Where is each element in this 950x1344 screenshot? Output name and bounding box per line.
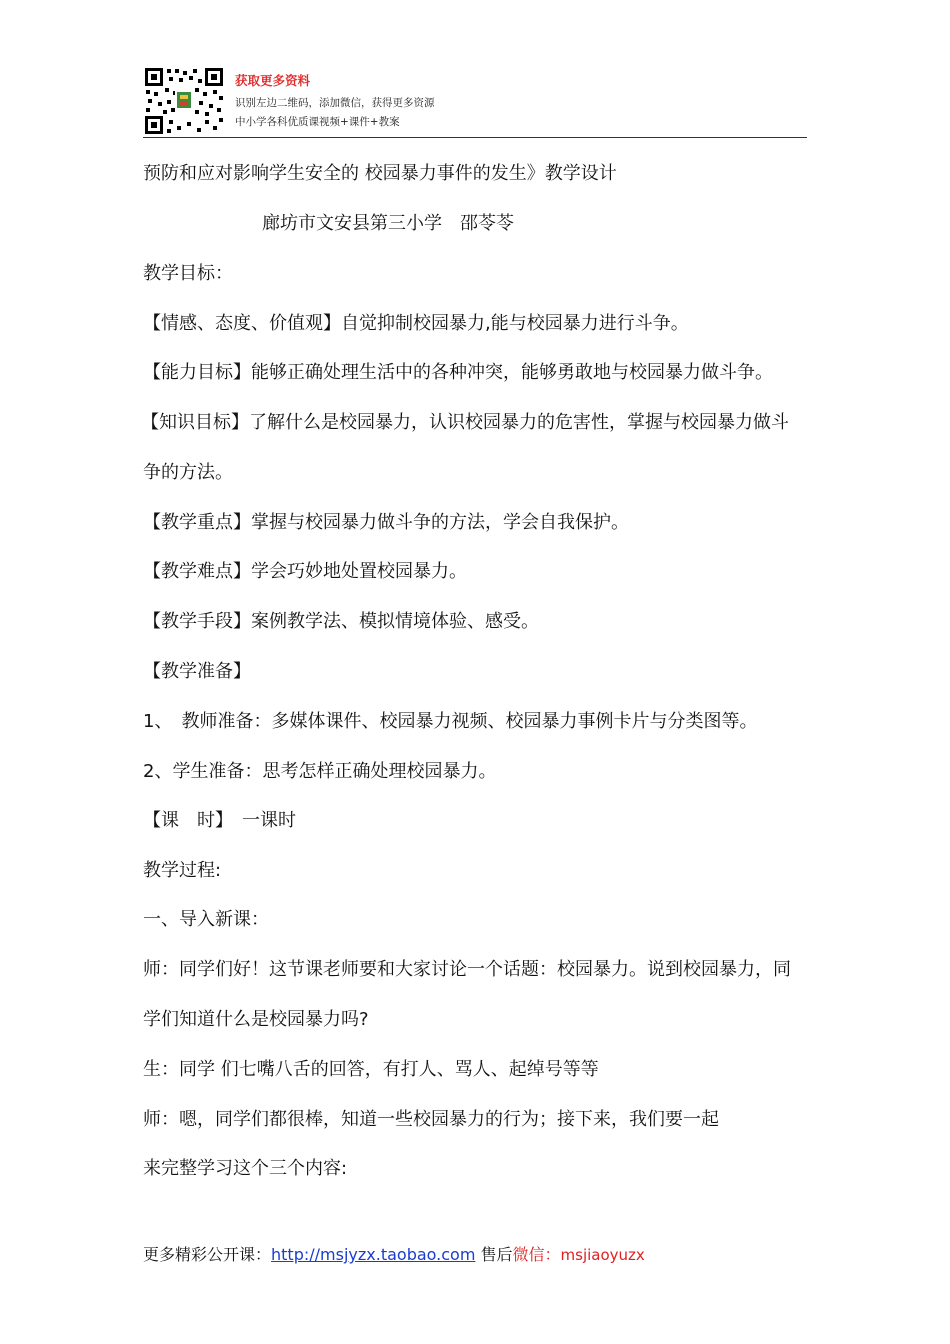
paragraph: 来完整学习这个三个内容:: [143, 1158, 348, 1179]
paragraph: 【课 时】 一课时: [143, 810, 296, 831]
paragraph: 【知识目标】了解什么是校园暴力，认识校园暴力的危害性，掌握与校园暴力做斗: [141, 412, 789, 433]
wechat-label: 微信：: [512, 1245, 561, 1264]
paragraph: 学们知道什么是校园暴力吗?: [143, 1009, 369, 1030]
paragraph: 师：嗯，同学们都很棒，知道一些校园暴力的行为；接下来，我们要一起: [143, 1109, 719, 1130]
header-tagline: 中小学各科优质课视频+课件+教案: [235, 116, 400, 128]
header-title: 获取更多资料: [235, 73, 311, 88]
paragraph: 【教学手段】案例教学法、模拟情境体验、感受。: [143, 611, 539, 632]
document-author: 廊坊市文安县第三小学 邵苓苓: [262, 213, 514, 234]
footer-prefix: 更多精彩公开课：: [143, 1245, 272, 1264]
footer: [143, 1242, 645, 1265]
paragraph: 教学过程:: [143, 860, 222, 881]
paragraph: 教学目标：: [143, 263, 233, 284]
header-divider: [143, 137, 807, 138]
paragraph: 争的方法。: [143, 462, 233, 483]
paragraph: 【教学准备】: [143, 661, 251, 682]
paragraph: 一、导入新课：: [143, 909, 269, 930]
wechat-id: msjiaoyuzx: [560, 1246, 645, 1264]
paragraph: 师：同学们好！这节课老师要和大家讨论一个话题：校园暴力。说到校园暴力，同: [143, 959, 791, 980]
shop-link[interactable]: http://msjyzx.taobao.com: [271, 1245, 476, 1264]
paragraph: 【能力目标】能够正确处理生活中的各种冲突，能够勇敢地与校园暴力做斗争。: [143, 362, 773, 383]
footer-middle: 售后: [475, 1245, 513, 1264]
document-title: 预防和应对影响学生安全的 校园暴力事件的发生》教学设计: [143, 163, 617, 184]
qr-code-icon: [143, 66, 225, 136]
header-banner: [143, 66, 807, 138]
paragraph: 【情感、态度、价值观】自觉抑制校园暴力,能与校园暴力进行斗争。: [143, 313, 689, 334]
paragraph: 【教学难点】学会巧妙地处置校园暴力。: [143, 561, 467, 582]
paragraph: 【教学重点】掌握与校园暴力做斗争的方法，学会自我保护。: [143, 512, 629, 533]
paragraph: 2、学生准备：思考怎样正确处理校园暴力。: [143, 761, 497, 782]
header-subtitle: 识别左边二维码，添加微信，获得更多资源: [235, 97, 435, 109]
paragraph: 1、 教师准备：多媒体课件、校园暴力视频、校园暴力事例卡片与分类图等。: [143, 711, 758, 732]
paragraph: 生：同学 们七嘴八舌的回答，有打人、骂人、起绰号等等: [143, 1059, 599, 1080]
